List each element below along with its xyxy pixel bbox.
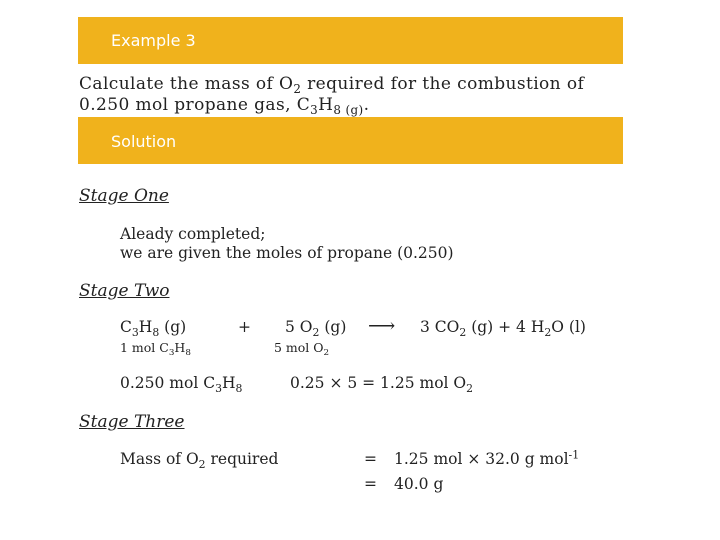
solution-header-label: Solution [111,132,177,151]
oxygen-formula: 5 $O_2$ (g) [285,318,347,339]
reaction-arrow-icon: ⟶ [368,315,396,337]
stage-three-title: Stage Three [79,412,185,432]
solution-header-bar [78,117,623,164]
equation-plus: + [238,318,251,336]
calc-propane-moles: 0.250 mol $C_3H_8$ [120,374,243,395]
example-header-label: Example 3 [111,31,196,50]
mole-ratio-propane: 1 mol $C_3H_8$ [120,340,191,359]
equals-sign-1: = [364,450,377,468]
stage-one-line-2: we are given the moles of propane (0.250) [120,244,454,262]
mass-label: Mass of $O_2$ required [120,450,279,471]
calc-oxygen-moles: 0.25 × 5 = 1.25 mol $O_2$ [290,374,474,395]
stage-two-title: Stage Two [79,281,170,301]
mass-calculation: 1.25 mol × 32.0 g mol$^{-1}$ [394,448,580,468]
equals-sign-2: = [364,475,377,493]
mole-ratio-oxygen: 5 mol $O_2$ [274,340,330,359]
mass-result: 40.0 g [394,475,444,493]
propane-formula: $C_3H_8$ (g) [120,318,187,339]
question-line-2: 0.250 mol propane gas, $C_3H_{8 (g)}$. [79,95,370,118]
question-line-1: Calculate the mass of $O_2$ required for the combustion of [79,74,585,97]
example-header-bar [78,17,623,64]
products-formula: 3 $CO_2$ (g) + 4 $H_2O$ (l) [420,318,586,339]
stage-one-title: Stage One [79,186,169,206]
stage-one-line-1: Aleady completed; [120,225,266,243]
